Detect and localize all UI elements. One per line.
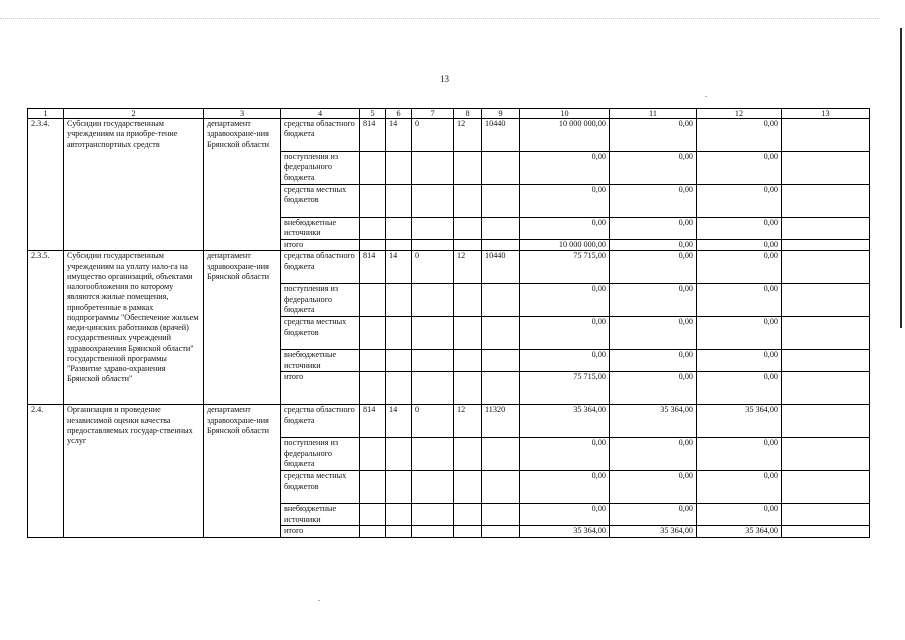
funding-source-label: средства местных бюджетов bbox=[281, 471, 360, 504]
cell-col8 bbox=[454, 317, 482, 350]
amount-col12: 35 364,00 bbox=[697, 405, 782, 438]
cell-col9 bbox=[482, 350, 520, 372]
column-header: 13 bbox=[782, 109, 870, 119]
cell-col9 bbox=[482, 218, 520, 240]
amount-col11: 0,00 bbox=[610, 240, 697, 251]
funding-source-label: средства местных бюджетов bbox=[281, 185, 360, 218]
table-row bbox=[28, 251, 870, 284]
amount-col12: 0,00 bbox=[697, 218, 782, 240]
column-header: 4 bbox=[281, 109, 360, 119]
cell-col13 bbox=[782, 350, 870, 372]
row-executor: департамент здравоохране-ния Брянской области bbox=[204, 405, 281, 537]
amount-col10: 0,00 bbox=[520, 504, 610, 526]
cell-col9 bbox=[482, 372, 520, 405]
cell-col9 bbox=[482, 471, 520, 504]
column-header: 1 bbox=[28, 109, 64, 119]
cell-col9 bbox=[482, 438, 520, 471]
amount-col11: 0,00 bbox=[610, 251, 697, 284]
amount-col10: 75 715,00 bbox=[520, 251, 610, 284]
cell-col7 bbox=[412, 284, 454, 317]
column-header: 5 bbox=[360, 109, 386, 119]
column-header: 12 bbox=[697, 109, 782, 119]
funding-source-label: поступления из федерального бюджета bbox=[281, 152, 360, 185]
cell-col6 bbox=[386, 284, 412, 317]
scan-artifact-top-line bbox=[0, 18, 880, 22]
cell-col7 bbox=[412, 504, 454, 526]
cell-col5 bbox=[360, 504, 386, 526]
amount-col10: 0,00 bbox=[520, 218, 610, 240]
cell-col5 bbox=[360, 471, 386, 504]
cell-col5 bbox=[360, 372, 386, 405]
cell-col5 bbox=[360, 240, 386, 251]
amount-col11: 0,00 bbox=[610, 372, 697, 405]
amount-col10: 0,00 bbox=[520, 438, 610, 471]
amount-col11: 0,00 bbox=[610, 284, 697, 317]
cell-col6 bbox=[386, 471, 412, 504]
amount-col10: 0,00 bbox=[520, 152, 610, 185]
cell-col13 bbox=[782, 240, 870, 251]
column-header: 9 bbox=[482, 109, 520, 119]
cell-col6: 14 bbox=[386, 251, 412, 284]
cell-col8: 12 bbox=[454, 251, 482, 284]
amount-col10: 0,00 bbox=[520, 350, 610, 372]
cell-col9 bbox=[482, 504, 520, 526]
cell-col8 bbox=[454, 438, 482, 471]
funding-source-label: средства местных бюджетов bbox=[281, 317, 360, 350]
row-name: Субсидии государственным учреждениям на уплату нало-га на имущество организаций, объектами налогообложения по которому являются жилые помещения, приобретенные в рамках подпрограммы "Обеспечение жильем меди-цинских работников (врачей) государственных учреждений здравоохранения Брянской области" государственной программы "Развитие здраво-охранения Брянской области" bbox=[64, 251, 204, 405]
cell-col6 bbox=[386, 372, 412, 405]
amount-col12: 0,00 bbox=[697, 317, 782, 350]
cell-col8 bbox=[454, 526, 482, 537]
cell-col5 bbox=[360, 185, 386, 218]
amount-col12: 0,00 bbox=[697, 372, 782, 405]
amount-col12: 0,00 bbox=[697, 251, 782, 284]
amount-col10: 0,00 bbox=[520, 471, 610, 504]
cell-col5 bbox=[360, 152, 386, 185]
amount-col12: 0,00 bbox=[697, 152, 782, 185]
column-header: 10 bbox=[520, 109, 610, 119]
cell-col6 bbox=[386, 350, 412, 372]
funding-source-label: итого bbox=[281, 372, 360, 405]
column-header: 7 bbox=[412, 109, 454, 119]
cell-col7 bbox=[412, 372, 454, 405]
row-name: Субсидии государственным учреждениям на приобре-тение автотранспортных средств bbox=[64, 119, 204, 251]
amount-col10: 75 715,00 bbox=[520, 372, 610, 405]
cell-col5 bbox=[360, 350, 386, 372]
cell-col13 bbox=[782, 185, 870, 218]
amount-col10: 10 000 000,00 bbox=[520, 240, 610, 251]
amount-col12: 0,00 bbox=[697, 504, 782, 526]
amount-col12: 0,00 bbox=[697, 350, 782, 372]
cell-col7 bbox=[412, 526, 454, 537]
row-executor: департамент здравоохране-ния Брянской области bbox=[204, 251, 281, 405]
cell-col7 bbox=[412, 218, 454, 240]
cell-col7 bbox=[412, 185, 454, 218]
funding-source-label: внебюджетные источники bbox=[281, 350, 360, 372]
funding-source-label: средства областного бюджета bbox=[281, 119, 360, 152]
cell-col5 bbox=[360, 218, 386, 240]
amount-col11: 0,00 bbox=[610, 471, 697, 504]
cell-col9 bbox=[482, 185, 520, 218]
cell-col7 bbox=[412, 317, 454, 350]
cell-col8 bbox=[454, 152, 482, 185]
amount-col10: 10 000 000,00 bbox=[520, 119, 610, 152]
funding-source-label: поступления из федерального бюджета bbox=[281, 284, 360, 317]
row-name: Организация и проведение независимой оценки качества предоставляемых государ-ственных услуг bbox=[64, 405, 204, 537]
header-row bbox=[28, 109, 870, 119]
amount-col12: 0,00 bbox=[697, 284, 782, 317]
cell-col7 bbox=[412, 438, 454, 471]
cell-col9 bbox=[482, 284, 520, 317]
amount-col11: 0,00 bbox=[610, 350, 697, 372]
cell-col6: 14 bbox=[386, 119, 412, 152]
cell-col6 bbox=[386, 504, 412, 526]
amount-col11: 0,00 bbox=[610, 119, 697, 152]
amount-col12: 0,00 bbox=[697, 119, 782, 152]
amount-col10: 0,00 bbox=[520, 284, 610, 317]
amount-col11: 0,00 bbox=[610, 152, 697, 185]
cell-col13 bbox=[782, 284, 870, 317]
amount-col12: 0,00 bbox=[697, 438, 782, 471]
cell-col7 bbox=[412, 350, 454, 372]
funding-source-label: итого bbox=[281, 526, 360, 537]
cell-col5 bbox=[360, 284, 386, 317]
cell-col5: 814 bbox=[360, 119, 386, 152]
cell-col8 bbox=[454, 185, 482, 218]
funding-source-label: внебюджетные источники bbox=[281, 218, 360, 240]
funding-source-label: средства областного бюджета bbox=[281, 251, 360, 284]
cell-col13 bbox=[782, 152, 870, 185]
cell-col8 bbox=[454, 284, 482, 317]
table-row bbox=[28, 405, 870, 438]
amount-col10: 35 364,00 bbox=[520, 405, 610, 438]
column-header: 2 bbox=[64, 109, 204, 119]
row-executor: департамент здравоохране-ния Брянской области bbox=[204, 119, 281, 251]
cell-col7: 0 bbox=[412, 405, 454, 438]
cell-col9: 11320 bbox=[482, 405, 520, 438]
cell-col7 bbox=[412, 152, 454, 185]
cell-col13 bbox=[782, 471, 870, 504]
cell-col6 bbox=[386, 438, 412, 471]
funding-source-label: средства областного бюджета bbox=[281, 405, 360, 438]
cell-col6 bbox=[386, 152, 412, 185]
cell-col9: 10440 bbox=[482, 251, 520, 284]
amount-col11: 0,00 bbox=[610, 185, 697, 218]
amount-col11: 0,00 bbox=[610, 317, 697, 350]
cell-col6 bbox=[386, 240, 412, 251]
cell-col8 bbox=[454, 471, 482, 504]
scan-speck bbox=[318, 600, 320, 601]
row-code: 2.3.5. bbox=[28, 251, 64, 405]
funding-source-label: поступления из федерального бюджета bbox=[281, 438, 360, 471]
cell-col8 bbox=[454, 218, 482, 240]
cell-col8 bbox=[454, 372, 482, 405]
cell-col13 bbox=[782, 372, 870, 405]
column-header: 3 bbox=[204, 109, 281, 119]
cell-col13 bbox=[782, 405, 870, 438]
column-header: 11 bbox=[610, 109, 697, 119]
column-header: 6 bbox=[386, 109, 412, 119]
cell-col13 bbox=[782, 317, 870, 350]
amount-col12: 35 364,00 bbox=[697, 526, 782, 537]
cell-col9: 10440 bbox=[482, 119, 520, 152]
cell-col7: 0 bbox=[412, 119, 454, 152]
cell-col6 bbox=[386, 185, 412, 218]
cell-col5 bbox=[360, 317, 386, 350]
cell-col5 bbox=[360, 526, 386, 537]
cell-col6: 14 bbox=[386, 405, 412, 438]
cell-col5: 814 bbox=[360, 251, 386, 284]
amount-col12: 0,00 bbox=[697, 185, 782, 218]
column-header: 8 bbox=[454, 109, 482, 119]
table-row bbox=[28, 119, 870, 152]
cell-col5: 814 bbox=[360, 405, 386, 438]
amount-col10: 0,00 bbox=[520, 317, 610, 350]
funding-source-label: внебюджетные источники bbox=[281, 504, 360, 526]
cell-col7 bbox=[412, 240, 454, 251]
row-code: 2.4. bbox=[28, 405, 64, 537]
scan-artifact-right-edge bbox=[900, 28, 902, 328]
cell-col6 bbox=[386, 526, 412, 537]
cell-col13 bbox=[782, 251, 870, 284]
cell-col7 bbox=[412, 471, 454, 504]
amount-col11: 0,00 bbox=[610, 218, 697, 240]
amount-col11: 0,00 bbox=[610, 438, 697, 471]
cell-col8 bbox=[454, 240, 482, 251]
cell-col6 bbox=[386, 317, 412, 350]
cell-col8 bbox=[454, 350, 482, 372]
amount-col11: 0,00 bbox=[610, 504, 697, 526]
cell-col8: 12 bbox=[454, 405, 482, 438]
amount-col10: 0,00 bbox=[520, 185, 610, 218]
cell-col9 bbox=[482, 317, 520, 350]
amount-col12: 0,00 bbox=[697, 240, 782, 251]
cell-col9 bbox=[482, 526, 520, 537]
cell-col8: 12 bbox=[454, 119, 482, 152]
cell-col9 bbox=[482, 240, 520, 251]
cell-col8 bbox=[454, 504, 482, 526]
amount-col11: 35 364,00 bbox=[610, 526, 697, 537]
page-number: 13 bbox=[440, 74, 449, 84]
cell-col13 bbox=[782, 218, 870, 240]
cell-col5 bbox=[360, 438, 386, 471]
scan-speck bbox=[705, 96, 707, 97]
amount-col12: 0,00 bbox=[697, 471, 782, 504]
cell-col13 bbox=[782, 526, 870, 537]
amount-col10: 35 364,00 bbox=[520, 526, 610, 537]
row-code: 2.3.4. bbox=[28, 119, 64, 251]
funding-source-label: итого bbox=[281, 240, 360, 251]
cell-col9 bbox=[482, 152, 520, 185]
cell-col13 bbox=[782, 119, 870, 152]
cell-col13 bbox=[782, 504, 870, 526]
cell-col6 bbox=[386, 218, 412, 240]
amount-col11: 35 364,00 bbox=[610, 405, 697, 438]
cell-col13 bbox=[782, 438, 870, 471]
cell-col7: 0 bbox=[412, 251, 454, 284]
budget-table bbox=[27, 108, 870, 538]
